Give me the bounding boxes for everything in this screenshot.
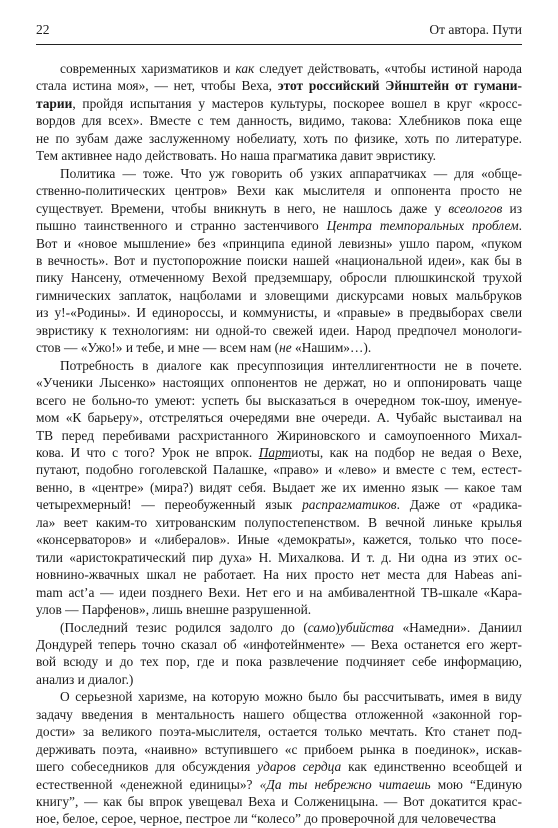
- text-line: эвристику к технологиям: ни одной-то свежей идеи. Народ предпочел монологи-: [36, 322, 522, 338]
- text-line: современных харизматиков и как следует действовать, «чтобы истиной народа: [60, 61, 522, 76]
- header-rule: [36, 44, 522, 45]
- running-title: От автора. Пути: [429, 22, 522, 37]
- text-line: шего собеседников для обсуждения ударов сердца как единственно всеобщей и: [36, 759, 522, 775]
- text-line: задачу введения в ментальность нашего общества отложенной «законной гор-: [36, 706, 522, 722]
- text-line: ТВ перед перебивами расхристанного Жириновского и самоупоенного Михал-: [36, 427, 522, 443]
- text-line: ное, белое, серое, черное, пестрое ли “колесо” до проверочной для человечества: [36, 811, 496, 827]
- text-line: не по зубам даже заслуженному нобелиату, хоть по физике, хоть по литературе.: [36, 130, 522, 146]
- text-line: Вот и «новое мышление» без «принципа единой левизны» ушло паром, «пуком: [36, 235, 522, 251]
- text-line: всего не больно-то умеют: успеть бы высказаться в очередном ток-шоу, именуе-: [36, 392, 522, 408]
- paragraph-p5: [36, 688, 522, 828]
- text-line: анализ и диалог.): [36, 671, 134, 687]
- text-line: «Ученики Лысенко» настоящих оппонентов не держат, но и оппонировать чаще: [36, 375, 522, 391]
- text-line: новнино-жвачных шкал не работает. На них просто нет места для Habeas ani-: [36, 567, 522, 583]
- text-line: из у!-«Родины». И единороссы, и коммунисты, и «правые» в предвыборах свели: [36, 305, 522, 321]
- text-line: существует. Времени, чтобы вникнуть в него, не нашлось даже у всеологов из: [36, 200, 522, 216]
- text-line: в вечность». Вот и пустопорожние поиски нашей «национальной идеи», как бы в: [36, 252, 522, 268]
- text-line: венно, в «центре» (мира?) видят себя. Выдает же их именно язык — какое там: [36, 479, 522, 495]
- text-line: ла» веет каким-то хитрованским полупостепенством. В вечной линьке крылья: [36, 514, 522, 530]
- text-line: Тем активнее надо действовать. Но наша прагматика давит эвристику.: [36, 148, 436, 164]
- text-line: четырехмерный! — переобуженный язык распрагматиков. Даже от «радика-: [36, 497, 522, 513]
- paragraph-p1: [36, 60, 522, 165]
- text-line: пышно таинственного и странно застенчивого Центра темпоральных проблем.: [36, 218, 522, 234]
- text-line: гимнических заплаток, нацболами и зловещими дискурсами новых мальбруков: [36, 287, 522, 303]
- text-line: вой всюду и до тех пор, где и пока развлечение подчиняет себе информацию,: [36, 654, 522, 670]
- text-line: улов — Парфенов», лишь внешне разрушенной.: [36, 602, 312, 618]
- text-line: ственно-политических центров» Вехи как мыслителя и оппонента просто не: [36, 183, 522, 199]
- text-line: естественной «денежной единицы»? «Да ты небрежно читаешь мою “Единую: [36, 776, 522, 792]
- text-line: Дондурей теперь точно сказал об «инфотейнменте» — Веха останется его жерт-: [36, 636, 522, 652]
- page-number: 22: [36, 22, 50, 37]
- text-line: путают, подобно гоголевской Палашке, «право» и «лево» и вместе с тем, естест-: [36, 462, 522, 478]
- text-line: пику Нансену, отмеченному Вехой предземшару, обросли плюшкинской трухой: [36, 270, 522, 286]
- text-line: тили «аристократический пир духа» Н. Михалкова. И т. д. Ни одна из этих ос-: [36, 549, 522, 565]
- body-text: [36, 60, 522, 828]
- text-line: стала истина моя», — нет, чтобы Веха, этот российский Эйнштейн от гумани-: [36, 78, 522, 94]
- paragraph-p4: [36, 619, 522, 689]
- text-line: тарии, пройдя испытания у мастеров культуры, поскорее вошел в круг «кросс-: [36, 95, 522, 111]
- text-line: mam act’a — идеи позднего Вехи. Нет его и на амбивалентной ТВ-шкале «Кара-: [36, 584, 522, 600]
- text-line: Потребность в диалоге как пресуппозиция интеллигентности не в почете.: [60, 357, 522, 373]
- text-line: Политика — тоже. Что уж говорить об узких аппаратчиках — для «обще-: [60, 165, 522, 181]
- text-line: «консерваторов» и «либералов». Иные «демократы», кажется, только что посе-: [36, 532, 522, 548]
- paragraph-p2: [36, 165, 522, 357]
- text-line: книгу”, — как бы впрок увещевал Веха и Солженицына. — Вот докатится крас-: [36, 794, 522, 810]
- text-line: стов — «Ужо!» и тебе, и мне — всем нам (не «Нашим»…).: [36, 340, 372, 356]
- text-line: (Последний тезис родился задолго до (само)убийства «Намедни». Даниил: [60, 619, 522, 635]
- text-line: вордов для всех». Вместе с тем данность, видимо, такова: Хлебников пока еще: [36, 113, 522, 129]
- paragraph-p3: [36, 357, 522, 619]
- text-line: О серьезной харизме, на которую можно было бы рассчитывать, имея в виду: [60, 689, 522, 705]
- text-line: дости» за великого поэта-мыслителя, остается только мечтать. Кто станет под-: [36, 724, 522, 740]
- text-line: держивать поэта, «наивно» вступившего «с прибоем рынка в поединок», искав-: [36, 741, 522, 757]
- page-header: [36, 22, 522, 42]
- text-line: мом «К барьеру», отстреляться очередями вне очереди. А. Чубайс выстаивал на: [36, 410, 522, 426]
- text-line: кова. И что с того? Урок не впрок. Партиоты, как на подбор не ведая о Вехе,: [36, 444, 522, 460]
